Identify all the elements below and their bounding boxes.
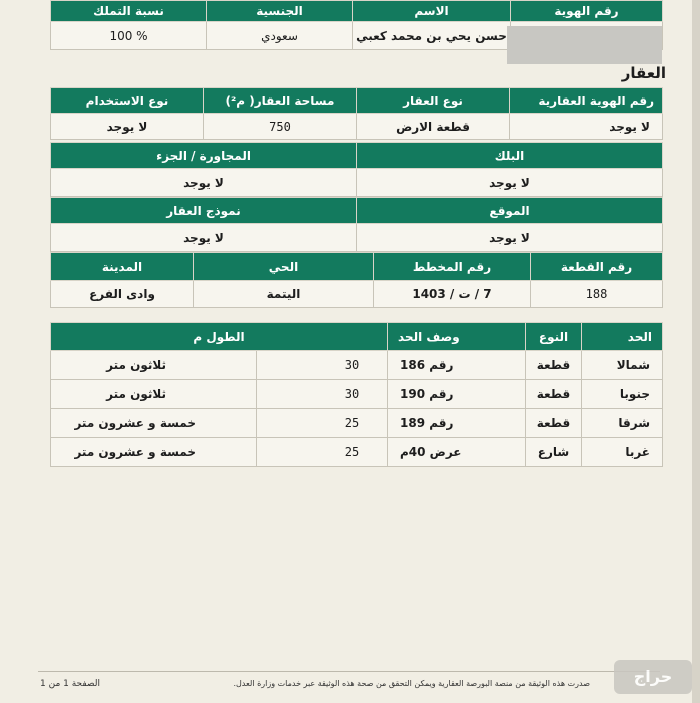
property-table — [50, 87, 663, 140]
plot-number-value: 188 — [531, 281, 663, 308]
header-plot-number: رقم القطعة — [531, 253, 663, 281]
property-model-value: لا يوجد — [51, 224, 357, 252]
location-value: لا يوجد — [357, 224, 663, 252]
boundary-direction: شرقا — [582, 409, 663, 438]
boundary-direction: شمالا — [582, 351, 663, 380]
section-title-property: العقار — [621, 64, 666, 82]
header-plan-number: رقم المخطط — [374, 253, 531, 281]
header-type: النوع — [526, 323, 582, 351]
usage-type-value: لا يوجد — [51, 114, 204, 140]
boundary-length-words: خمسة و عشرون متر — [51, 438, 257, 467]
property-type-value: قطعة الارض — [357, 114, 510, 140]
boundary-direction: غربا — [582, 438, 663, 467]
boundary-description: رقم 186 — [388, 351, 526, 380]
owner-name: حسن يحي بن محمد كعبي — [353, 22, 511, 50]
footer-divider — [38, 671, 660, 672]
boundary-description: رقم 189 — [388, 409, 526, 438]
header-length: الطول م — [51, 323, 388, 351]
table-row — [51, 438, 663, 467]
plot-table — [50, 252, 663, 308]
header-boundary-description: وصف الحد — [388, 323, 526, 351]
location-table — [50, 197, 663, 252]
boundary-type: قطعة — [526, 409, 582, 438]
boundary-length-words: ثلاثون متر — [51, 380, 257, 409]
header-ownership-share: نسبة التملك — [51, 1, 207, 22]
block-value: لا يوجد — [357, 169, 663, 197]
owner-share: % 100 — [51, 22, 207, 50]
boundary-description: رقم 190 — [388, 380, 526, 409]
boundary-description: عرض 40م — [388, 438, 526, 467]
header-real-estate-id: رقم الهوية العقارية — [510, 88, 663, 114]
table-row — [51, 351, 663, 380]
boundary-length-number: 25 — [257, 409, 388, 438]
header-property-model: نموذج العقار — [51, 198, 357, 224]
boundary-length-number: 25 — [257, 438, 388, 467]
boundary-direction: جنوبا — [582, 380, 663, 409]
boundary-type: قطعة — [526, 380, 582, 409]
header-nationality: الجنسية — [207, 1, 353, 22]
table-row — [51, 409, 663, 438]
boundary-length-number: 30 — [257, 380, 388, 409]
header-property-type: نوع العقار — [357, 88, 510, 114]
header-boundary: الحد — [582, 323, 663, 351]
bounds-table — [50, 322, 663, 467]
redacted-id — [507, 26, 662, 64]
header-usage-type: نوع الاستخدام — [51, 88, 204, 114]
boundary-length-number: 30 — [257, 351, 388, 380]
footer-note: صدرت هذه الوثيقة من منصة البورصة العقارية ويمكن التحقق من صحة هذه الوثيقة عبر خدمات وزارة العدل. — [233, 679, 590, 688]
owner-nationality: سعودي — [207, 22, 353, 50]
property-area-value: 750 — [204, 114, 357, 140]
header-district: الحي — [194, 253, 374, 281]
header-property-area: مساحة العقار( م²) — [204, 88, 357, 114]
plan-number-value: 7 / ت / 1403 — [374, 281, 531, 308]
watermark-logo: حراج — [614, 660, 692, 694]
neighborhood-part-value: لا يوجد — [51, 169, 357, 197]
page-number: الصفحة 1 من 1 — [40, 679, 100, 689]
boundary-length-words: ثلاثون متر — [51, 351, 257, 380]
boundary-length-words: خمسة و عشرون متر — [51, 409, 257, 438]
boundary-type: قطعة — [526, 351, 582, 380]
header-city: المدينة — [51, 253, 194, 281]
boundary-type: شارع — [526, 438, 582, 467]
table-row — [51, 380, 663, 409]
header-location: الموقع — [357, 198, 663, 224]
header-block: البلك — [357, 143, 663, 169]
district-value: اليتمة — [194, 281, 374, 308]
city-value: وادى الفرع — [51, 281, 194, 308]
block-table — [50, 142, 663, 197]
header-id-number: رقم الهوية — [511, 1, 663, 22]
header-name: الاسم — [353, 1, 511, 22]
real-estate-id-value: لا يوجد — [510, 114, 663, 140]
header-neighborhood-part: المجاورة / الجزء — [51, 143, 357, 169]
page-edge — [692, 0, 700, 703]
